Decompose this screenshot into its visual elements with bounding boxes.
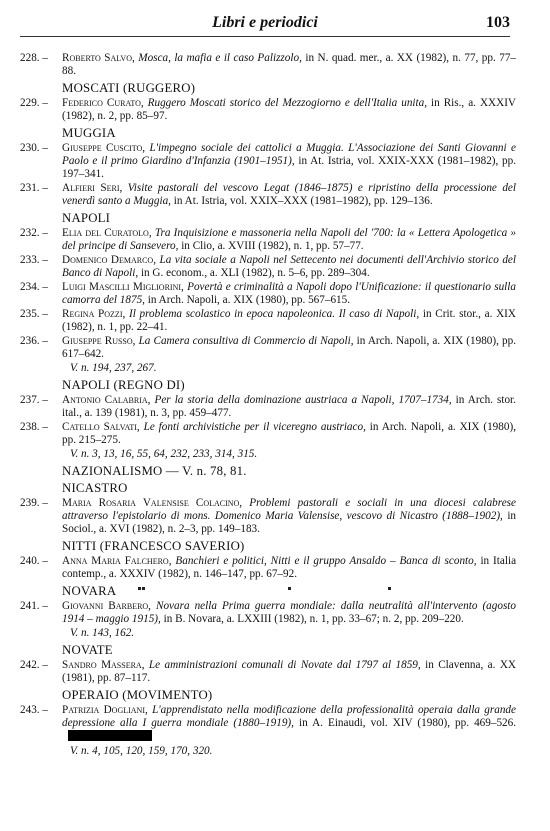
cross-reference: V. n. 4, 105, 120, 159, 170, 320. <box>70 745 213 757</box>
section-heading-wrap <box>20 689 516 702</box>
entry-title: Visite pastorali del vescovo Legat (1846–1875) e ripristino della processione del venerdì santo a Muggia, <box>62 182 516 207</box>
bibliography-entry <box>20 335 516 361</box>
page-number: 103 <box>486 14 510 31</box>
entry-author: Federico Curato, <box>62 97 144 109</box>
entry-author: Maria Rosaria Valensise Colacino, <box>62 497 243 509</box>
bibliography-entry <box>20 182 516 208</box>
bibliography-entry <box>20 497 516 536</box>
bibliography-entry <box>20 308 516 334</box>
entry-text <box>62 227 516 253</box>
entry-number: 229. – <box>20 97 48 109</box>
entry-publication: in At. Istria, vol. XXIX–XXX (1981–1982), pp. 129–136. <box>173 195 433 207</box>
entry-title: La Camera consultiva di Commercio di Napoli, <box>138 335 354 347</box>
section-heading: NOVARA <box>62 584 117 598</box>
entry-number: 240. – <box>20 555 48 567</box>
entry-publication: in Sociol., a. XVI (1982), n. 2–3, pp. 149–183. <box>62 510 517 535</box>
entry-text <box>62 97 516 123</box>
section-heading: NICASTRO <box>62 481 128 495</box>
section-heading: NITTI (FRANCESCO SAVERIO) <box>62 539 245 553</box>
entry-number: 234. – <box>20 281 48 293</box>
entry-text <box>62 704 516 744</box>
bibliography-entry <box>20 227 516 253</box>
entry-text <box>62 421 516 447</box>
scan-speck <box>138 587 141 590</box>
entry-author: Luigi Mascilli Migliorini, <box>62 281 184 293</box>
bibliography-entry <box>20 421 516 447</box>
entry-text <box>62 182 516 208</box>
cross-reference: V. n. 194, 237, 267. <box>70 362 157 374</box>
entry-publication: in Crit. stor., a. XIX (1982), n. 1, pp. 22–41. <box>62 308 516 333</box>
entry-number: 243. – <box>20 704 48 716</box>
entry-title: Banchieri e politici, Nitti e il gruppo Ansaldo – Banca di sconto, <box>175 555 477 567</box>
entry-publication: in Arch. Napoli, a. XIX (1980), pp. 567–615. <box>147 294 351 306</box>
entry-author: Alfieri Seri, <box>62 182 123 194</box>
entry-publication: in G. econom., a. XLI (1982), n. 5–6, pp. 289–304. <box>140 267 370 279</box>
bibliography-list <box>20 52 516 758</box>
entry-publication: in Clavenna, a. XX (1981), pp. 87–117. <box>62 659 517 684</box>
section-heading-wrap <box>20 127 516 140</box>
page-header <box>20 14 510 37</box>
entry-publication: in Ris., a. XXXIV (1982), n. 2, pp. 85–97. <box>62 97 516 122</box>
entry-title: Mosca, la mafia e il caso Palizzolo, <box>138 52 302 64</box>
section-heading: NAPOLI <box>62 211 111 225</box>
entry-number: 228. – <box>20 52 48 64</box>
entry-title: Il problema scolastico in epoca napoleonica. Il caso di Napoli, <box>128 308 420 320</box>
entry-title: La vita sociale a Napoli nel Settecento nei documenti dell'Archivio storico del Banco di Napoli, <box>62 254 517 279</box>
entry-author: Roberto Salvo, <box>62 52 135 64</box>
bibliography-entry <box>20 254 516 280</box>
scan-speck-marks <box>118 585 418 597</box>
entry-title: Problemi pastorali e sociali in una diocesi calabrese attraverso l'epistolario di mons. Domenico Maria Valensise, vescovo di Nicastro (1888–1902), <box>62 497 516 522</box>
entry-number: 238. – <box>20 421 48 433</box>
entry-author: Antonio Calabria, <box>62 394 151 406</box>
entry-number: 237. – <box>20 394 48 406</box>
entry-publication: in Arch. Napoli, a. XIX (1980), pp. 215–275. <box>62 421 516 446</box>
entry-number: 231. – <box>20 182 48 194</box>
entry-text <box>62 394 516 420</box>
entry-number: 242. – <box>20 659 48 671</box>
entry-publication: in N. quad. mer., a. XX (1982), n. 77, pp. 77–88. <box>62 52 517 77</box>
entry-author: Domenico Demarco, <box>62 254 156 266</box>
scan-speck <box>142 587 145 590</box>
entry-author: Elia del Curatolo, <box>62 227 152 239</box>
section-heading: MUGGIA <box>62 126 116 140</box>
bibliography-entry <box>20 52 516 78</box>
section-heading-wrap <box>20 465 516 478</box>
entry-author: Giuseppe Russo, <box>62 335 136 347</box>
entry-title: Povertà e criminalità a Napoli dopo l'Unificazione: il questionario sulla camorra del 1875, <box>62 281 516 306</box>
section-heading-wrap <box>20 585 516 598</box>
entry-number: 239. – <box>20 497 48 509</box>
entry-publication: in A. Einaudi, vol. XIV (1980), pp. 469–526. <box>298 717 517 729</box>
entry-title: L'impegno sociale dei cattolici a Muggia. L'Associazione dei Santi Giovanni e Paolo e il primo Giardino d'Infanzia (1901–1951), <box>62 142 516 167</box>
section-heading-wrap <box>20 82 516 95</box>
scan-speck <box>288 587 291 590</box>
entry-number: 232. – <box>20 227 48 239</box>
entry-text <box>62 254 516 280</box>
entry-text <box>62 142 516 181</box>
entry-text <box>62 659 516 685</box>
bibliography-entry <box>20 555 516 581</box>
entry-author: Patrizia Dogliani, <box>62 704 148 716</box>
bibliography-entry <box>20 704 516 744</box>
bibliography-entry <box>20 97 516 123</box>
entry-text <box>62 335 516 361</box>
bibliography-entry <box>20 600 516 626</box>
entry-title: Le amministrazioni comunali di Novate dal 1797 al 1859, <box>148 659 421 671</box>
entry-title: Tra Inquisizione e massoneria nella Napoli del '700: la « Lettera Apologetica » del principe di Sansevero, <box>62 227 516 252</box>
entry-title: Per la storia della dominazione austriaca a Napoli, 1707–1734, <box>154 394 452 406</box>
entry-publication: in At. Istria, vol. XXIX-XXX (1981–1982), pp. 197–341. <box>62 155 516 180</box>
cross-reference: V. n. 143, 162. <box>70 627 135 639</box>
entry-publication: in Clio, a. XVIII (1982), n. 1, pp. 57–77. <box>181 240 364 252</box>
bibliography-entry <box>20 659 516 685</box>
section-heading: NAZIONALISMO — V. n. 78, 81. <box>62 464 247 478</box>
bibliography-entry <box>20 394 516 420</box>
entry-number: 235. – <box>20 308 48 320</box>
bibliography-entry <box>20 281 516 307</box>
section-heading: NAPOLI (REGNO DI) <box>62 378 185 392</box>
entry-title: Ruggero Moscati storico del Mezzogiorno e dell'Italia unita, <box>147 97 428 109</box>
entry-author: Sandro Massera, <box>62 659 145 671</box>
entry-publication: in Arch. Napoli, a. XIX (1980), pp. 617–642. <box>62 335 517 360</box>
section-heading: OPERAIO (MOVIMENTO) <box>62 688 213 702</box>
entry-number: 241. – <box>20 600 48 612</box>
entry-text <box>62 555 516 581</box>
section-heading-wrap <box>20 212 516 225</box>
entry-author: Catello Salvati, <box>62 421 140 433</box>
entry-text <box>62 497 516 536</box>
entry-author: Regina Pozzi, <box>62 308 126 320</box>
entry-author: Giuseppe Cuscito, <box>62 142 146 154</box>
entry-publication: in Arch. stor. ital., a. 139 (1981), n. 3, pp. 459–477. <box>62 394 516 419</box>
entry-text <box>62 308 516 334</box>
section-heading-wrap <box>20 644 516 657</box>
entry-number: 233. – <box>20 254 48 266</box>
entry-number: 236. – <box>20 335 48 347</box>
entry-title: L'apprendistato nella modificazione della professionalità operaia dalla grande depressione alla I guerra mondiale (1880–1919), <box>62 704 516 729</box>
section-heading-wrap <box>20 482 516 495</box>
redaction-bar <box>68 730 152 741</box>
entry-author: Anna Maria Falchero, <box>62 555 172 567</box>
entry-publication: in Italia contemp., a. XXXIV (1982), n. 146–147, pp. 67–92. <box>62 555 517 580</box>
section-heading-wrap <box>20 540 516 553</box>
entry-text <box>62 52 516 78</box>
bibliography-entry <box>20 142 516 181</box>
entry-author: Giovanni Barbero, <box>62 600 151 612</box>
entry-number: 230. – <box>20 142 48 154</box>
scan-speck <box>388 587 391 590</box>
entry-text <box>62 281 516 307</box>
section-heading: NOVATE <box>62 643 113 657</box>
entry-title: Novara nella Prima guerra mondiale: dalla neutralità all'intervento (agosto 1914 – maggio 1915), <box>62 600 517 625</box>
section-heading-wrap <box>20 379 516 392</box>
cross-reference: V. n. 3, 13, 16, 55, 64, 232, 233, 314, 315. <box>70 448 258 460</box>
entry-title: Le fonti archivistiche per il viceregno austriaco, <box>143 421 366 433</box>
section-heading: MOSCATI (RUGGERO) <box>62 81 196 95</box>
running-title: Libri e periodici <box>212 14 318 31</box>
entry-publication: in B. Novara, a. LXXIII (1982), n. 1, pp. 33–67; n. 2, pp. 209–220. <box>163 613 464 625</box>
entry-text <box>62 600 516 626</box>
